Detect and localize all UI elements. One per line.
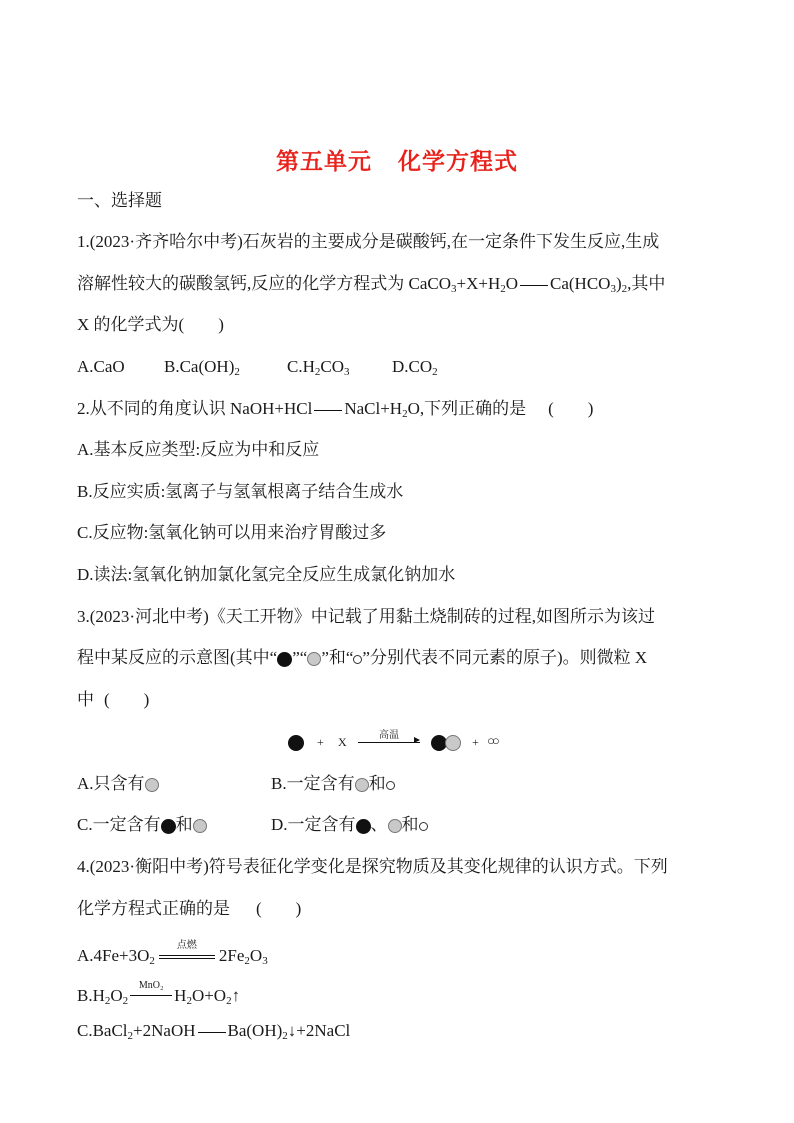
q3-option-c[interactable]: [77, 814, 207, 836]
reactant-x: X: [338, 735, 347, 749]
small-atom-icon: [386, 781, 395, 790]
q3-line3: [77, 689, 149, 711]
q1-line1: 1.(2023·齐齐哈尔中考)石灰岩的主要成分是碳酸钙,在一定条件下发生反应,生成: [77, 232, 660, 251]
q4-option-text: O: [249, 946, 263, 965]
q1-line2: [77, 273, 665, 300]
q3-option-text: 和: [401, 815, 419, 834]
q1-text: ): [615, 274, 622, 293]
arrow-head-icon: [414, 737, 420, 743]
q3-line2: [77, 647, 647, 669]
q3-option-text: C.一定含有: [77, 815, 161, 834]
q4-option-text: +2NaOH: [133, 1021, 196, 1040]
q1-text: +X+H: [456, 274, 501, 293]
equation-condition: [155, 940, 219, 967]
answer-paren: ): [295, 899, 302, 918]
q3-option-text: 、: [370, 815, 388, 834]
subscript: 2: [104, 995, 111, 1007]
equation-bar: [159, 958, 215, 959]
title-part2: 化学方程式: [398, 149, 518, 175]
q2-stem: [77, 398, 593, 425]
q4-option-text: ↓+2NaCl: [287, 1021, 351, 1040]
equation-bar: [314, 410, 342, 411]
answer-paren: (: [256, 899, 262, 918]
section-heading: 一、选择题: [77, 191, 162, 210]
q3-text: 中: [77, 690, 94, 709]
subscript: 2: [282, 1030, 288, 1042]
q4-option-a[interactable]: [77, 940, 268, 972]
equation-bar: [159, 955, 215, 956]
subscript: 2: [402, 408, 408, 420]
q4-option-text: ↑: [231, 986, 241, 1005]
q3-option-text: 和: [175, 815, 193, 834]
q2-text: O,下列正确的是: [407, 399, 527, 418]
answer-paren: (: [104, 690, 110, 709]
q3-text: ”分别代表不同元素的原子)。则微粒 X: [362, 648, 648, 667]
subscript: 2: [234, 366, 240, 378]
subscript: 2: [621, 283, 628, 295]
q1-text: X 的化学式为(: [77, 315, 185, 334]
subscript: 2: [127, 1030, 134, 1042]
q3-option-text: 和: [368, 774, 386, 793]
reaction-diagram: [286, 730, 526, 756]
equation-bar: [130, 995, 172, 996]
page-title: [0, 143, 794, 176]
subscript: 3: [610, 283, 616, 295]
subscript: 3: [451, 283, 457, 295]
equation-bar: [520, 285, 548, 286]
q1-option-text: CO: [320, 357, 344, 376]
equation-condition: [128, 980, 174, 1007]
q3-option-b[interactable]: [271, 773, 395, 795]
subscript: 2: [314, 366, 321, 378]
q3-text: ”“: [292, 648, 308, 667]
subscript: 3: [344, 366, 350, 378]
q3-text: 程中某反应的示意图(其中“: [77, 648, 278, 667]
q3-line1: 3.(2023·河北中考)《天工开物》中记载了用黏土烧制砖的过程,如图所示为该过: [77, 607, 655, 626]
reaction-arrow: [358, 742, 420, 743]
subscript: 2: [244, 955, 250, 967]
q1-text: ,其中: [627, 274, 666, 293]
answer-paren: (: [548, 399, 554, 418]
q1-option-text: B.Ca(OH): [164, 357, 235, 376]
plus-sign: +: [472, 735, 479, 749]
q3-text: ”和“: [321, 648, 354, 667]
gray-atom-icon: [145, 778, 159, 792]
condition-text: MnO₂: [138, 980, 164, 991]
q4-option-b[interactable]: [77, 980, 241, 1012]
q1-option-c[interactable]: [287, 356, 350, 383]
q3-option-text: D.一定含有: [271, 815, 356, 834]
q2-option-d[interactable]: D.读法:氢氧化钠加氯化氢完全反应生成氯化钠加水: [77, 565, 456, 584]
equation-bar: [198, 1032, 226, 1033]
q2-option-b[interactable]: B.反应实质:氢离子与氢氧根离子结合生成水: [77, 482, 404, 501]
q4-option-text: H: [174, 986, 187, 1005]
q3-option-text: A.只含有: [77, 774, 145, 793]
answer-paren: ): [143, 690, 150, 709]
black-atom-icon: [356, 819, 371, 834]
q4-option-text: A.4Fe+3O: [77, 946, 150, 965]
gray-atom-icon: [193, 819, 207, 833]
subscript: 2: [226, 995, 232, 1007]
q3-option-a[interactable]: [77, 773, 159, 795]
q4-option-text: C.BaCl: [77, 1021, 128, 1040]
answer-paren: ): [587, 399, 594, 418]
small-atom-icon: [419, 822, 428, 831]
q1-text: 溶解性较大的碳酸氢钙,反应的化学方程式为 CaCO: [77, 274, 451, 293]
condition-text: 点燃: [176, 940, 197, 951]
q4-option-text: O: [110, 986, 123, 1005]
gray-atom-icon: [388, 819, 402, 833]
black-atom-icon: [288, 735, 304, 751]
q4-line1: 4.(2023·衡阳中考)符号表征化学变化是探究物质及其变化规律的认识方式。下列: [77, 857, 668, 876]
gray-atom-icon: [307, 652, 321, 666]
q1-option-a[interactable]: A.CaO: [77, 357, 125, 376]
q4-option-c[interactable]: [77, 1020, 350, 1047]
q4-option-text: B.H: [77, 986, 105, 1005]
q4-text: 化学方程式正确的是: [77, 899, 230, 918]
subscript: 2: [122, 995, 129, 1007]
q1-text: Ca(HCO: [550, 274, 611, 293]
gray-atom-icon: [445, 735, 461, 751]
q1-option-b[interactable]: [164, 356, 240, 383]
black-atom-icon: [277, 652, 292, 667]
subscript: 2: [186, 995, 192, 1007]
q4-option-text: O+O: [191, 986, 227, 1005]
q2-option-c[interactable]: C.反应物:氢氧化钠可以用来治疗胃酸过多: [77, 523, 387, 542]
subscript: 2: [432, 366, 438, 378]
q4-line2: [77, 898, 301, 920]
q2-text: NaCl+H: [344, 399, 403, 418]
subscript: 2: [149, 955, 155, 967]
q3-option-text: B.一定含有: [271, 774, 355, 793]
black-atom-icon: [161, 819, 176, 834]
reaction-condition: 高温: [379, 730, 399, 741]
q2-option-a[interactable]: A.基本反应类型:反应为中和反应: [77, 440, 320, 459]
subscript: 2: [500, 283, 506, 295]
product-pair: ○○: [487, 733, 497, 748]
q2-text: 2.从不同的角度认识 NaOH+HCl: [77, 399, 313, 418]
gray-atom-icon: [355, 778, 369, 792]
plus-sign: +: [317, 735, 324, 749]
q1-option-text: D.CO: [392, 357, 433, 376]
q1-text: O: [505, 274, 519, 293]
q1-text: ): [218, 315, 224, 334]
q1-line3: [77, 314, 224, 336]
q4-option-text: Ba(OH): [227, 1021, 283, 1040]
subscript: 3: [262, 955, 268, 967]
q1-option-d[interactable]: [392, 356, 438, 383]
q4-option-text: 2Fe: [218, 946, 245, 965]
title-part1: 第五单元: [276, 149, 372, 175]
q1-option-text: C.H: [287, 357, 315, 376]
q3-option-d[interactable]: [271, 814, 428, 836]
